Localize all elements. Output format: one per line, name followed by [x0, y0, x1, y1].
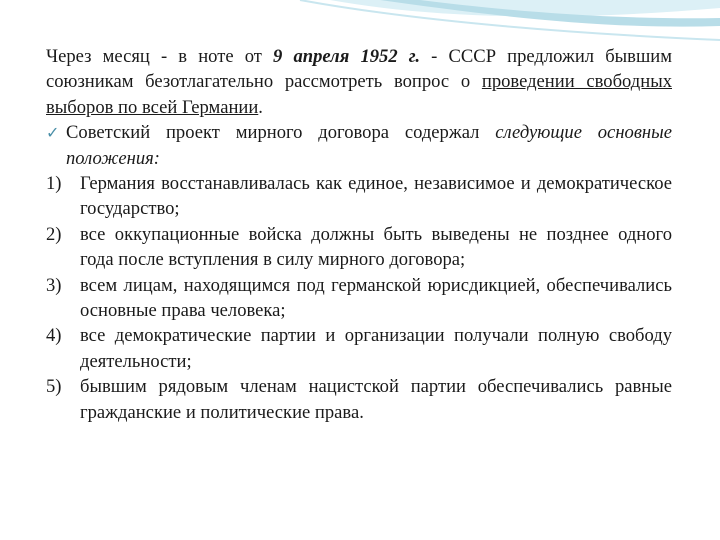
intro-paragraph: [46, 44, 672, 120]
list-item: [46, 323, 672, 374]
list-text: бывшим рядовым членам нацистской партии обеспечивались равные гражданские и политические права.: [80, 376, 672, 423]
list-number: 5): [46, 376, 62, 398]
list-item: [46, 273, 672, 324]
list-item: [46, 222, 672, 273]
list-number: 1): [46, 173, 62, 195]
intro-text-before: Через месяц - в ноте от: [46, 46, 274, 67]
list-text: все оккупационные войска должны быть выведены не позднее одного года после вступления в силу мирного договора;: [80, 223, 672, 271]
list-item: [46, 374, 672, 425]
list-number: 3): [46, 274, 62, 296]
intro-text-end: .: [258, 96, 263, 118]
intro-text-mid: - СССР предложил бывшим союзникам безотлагательно рассмотреть вопрос о: [46, 46, 672, 93]
list-text: все демократические партии и организации получали полную свободу деятельности;: [80, 325, 672, 372]
list-item: [46, 171, 672, 222]
check-italic: следующие основные положения:: [66, 122, 672, 169]
list-number: 2): [46, 223, 62, 245]
list-text: Германия восстанавливалась как единое, независимое и демократическое государство;: [80, 173, 672, 220]
check-text: Советский проект мирного договора содержал: [66, 122, 496, 144]
intro-date: 9 апреля 1952 г.: [273, 46, 421, 67]
checkmark-icon: ✓: [46, 123, 60, 143]
list-text: всем лицам, находящимся под германской юрисдикцией, обеспечивались основные права человека;: [80, 274, 672, 322]
list-number: 4): [46, 325, 62, 347]
slide-text: [46, 44, 672, 425]
intro-underlined: проведении свободных выборов по всей Германии: [46, 71, 672, 118]
check-paragraph: [46, 120, 672, 171]
